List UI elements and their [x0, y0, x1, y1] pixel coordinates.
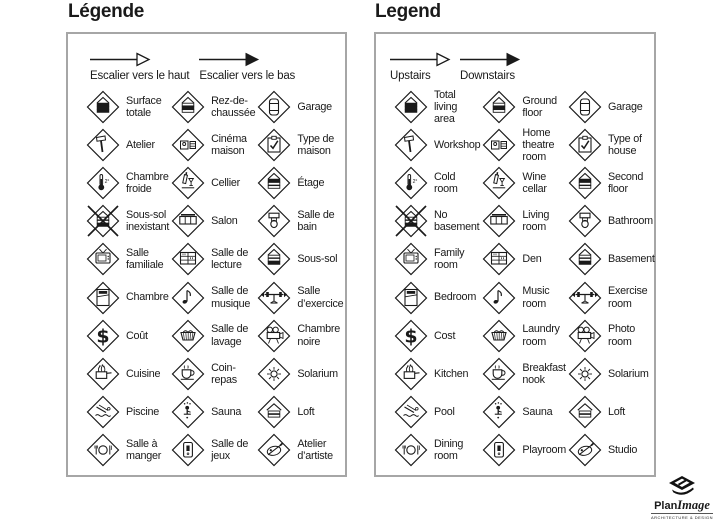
legend-item-label: Studio: [608, 443, 638, 456]
legend-item-label: Salle de musique: [211, 285, 251, 310]
legend-item-label: Coût: [126, 329, 148, 342]
legend-item-loft: [255, 393, 343, 431]
solarium-icon: [257, 357, 291, 391]
basement-icon: [257, 242, 291, 276]
legend-item-dining-room: [392, 431, 480, 469]
legend-item-label: Total living area: [434, 88, 458, 126]
legend-item-basement: [255, 240, 343, 278]
legend-item-bedroom: [84, 278, 169, 316]
legend-item-label: Salle de lecture: [211, 247, 249, 272]
legend-item-laundry-room: [169, 317, 255, 355]
cold-room-icon: [86, 166, 120, 200]
svg-text:2°: 2°: [412, 179, 418, 186]
legend-item-label: Salle de jeux: [211, 437, 249, 462]
legend-item-label: Garage: [608, 100, 643, 113]
legend-item-breakfast-nook: [480, 355, 566, 393]
legend-grid-english: [392, 88, 655, 469]
legend-item-cost: [392, 317, 480, 355]
legend-item-label: Sous-sol inexistant: [126, 209, 170, 234]
legend-item-total-living-area: [84, 88, 169, 126]
den-icon: [482, 242, 516, 276]
breakfast-nook-icon: [482, 357, 516, 391]
legend-item-ground-floor: [169, 88, 255, 126]
legend-item-wine-cellar: [169, 164, 255, 202]
no-basement-icon: [86, 204, 120, 238]
workshop-icon: [86, 128, 120, 162]
legend-item-den: [169, 240, 255, 278]
legend-item-total-living-area: [392, 88, 480, 126]
legend-item-label: Sauna: [522, 405, 553, 418]
legend-item-music-room: [169, 278, 255, 316]
legend-item-pool: [392, 393, 480, 431]
legend-item-label: Laundry room: [522, 323, 560, 348]
legend-item-label: Chambre: [126, 291, 169, 304]
legend-item-label: Cost: [434, 329, 456, 342]
home-theatre-icon: [171, 128, 205, 162]
legend-item-studio: [255, 431, 343, 469]
legend-item-label: Salon: [211, 215, 238, 228]
legend-item-label: Dining room: [434, 437, 464, 462]
legend-item-label: Surface totale: [126, 94, 162, 120]
cost-icon: [86, 319, 120, 353]
legend-item-photo-room: [566, 317, 655, 355]
bedroom-icon: [394, 281, 428, 315]
legend-item-label: Cuisine: [126, 367, 161, 380]
ground-floor-icon: [482, 90, 516, 124]
legend-item-exercise-room: [255, 278, 343, 316]
legend-item-family-room: [84, 240, 169, 278]
garage-icon: [568, 90, 602, 124]
up-arrow-icon: [390, 52, 450, 67]
bathroom-icon: [568, 204, 602, 238]
legend-item-label: Salle à manger: [126, 437, 162, 462]
legend-item-ground-floor: [480, 88, 566, 126]
legend-item-home-theatre: [480, 126, 566, 164]
music-room-icon: [171, 281, 205, 315]
wine-cellar-icon: [482, 166, 516, 200]
legend-panel-french: [66, 32, 347, 477]
legend-item-bedroom: [392, 278, 480, 316]
kitchen-icon: [394, 357, 428, 391]
legend-item-label: Atelier: [126, 139, 155, 152]
legend-item-label: Sous-sol: [297, 253, 338, 266]
legend-item-label: Workshop: [434, 139, 481, 152]
legend-item-workshop: [392, 126, 480, 164]
legend-item-second-floor: [255, 164, 343, 202]
legend-item-basement: [566, 240, 655, 278]
legend-item-kitchen: [392, 355, 480, 393]
up-arrow-icon: [90, 52, 150, 67]
legend-item-bathroom: [255, 202, 343, 240]
legend-item-wine-cellar: [480, 164, 566, 202]
legend-item-music-room: [480, 278, 566, 316]
legend-item-laundry-room: [480, 317, 566, 355]
legend-item-no-basement: [84, 202, 169, 240]
legend-item-cost: [84, 317, 169, 355]
legend-item-label: Kitchen: [434, 367, 469, 380]
legend-item-bathroom: [566, 202, 655, 240]
exercise-room-icon: [568, 281, 602, 315]
logo-text-image: Image: [677, 498, 710, 512]
family-room-icon: [86, 242, 120, 276]
down-arrow-icon: [460, 52, 520, 67]
ground-floor-icon: [171, 90, 205, 124]
laundry-room-icon: [171, 319, 205, 353]
legend-item-label: Home theatre room: [522, 126, 555, 164]
basement-icon: [568, 242, 602, 276]
legend-item-family-room: [392, 240, 480, 278]
legend-item-label: Solarium: [297, 367, 338, 380]
legend-item-solarium: [566, 355, 655, 393]
arrow-label: Upstairs: [390, 70, 431, 82]
legend-item-label: Solarium: [608, 367, 649, 380]
photo-room-icon: [568, 319, 602, 353]
total-living-area-icon: [86, 90, 120, 124]
legend-item-label: Bedroom: [434, 291, 477, 304]
legend-item-sauna: [169, 393, 255, 431]
planimage-logo-tagline: ARCHITECTURE & DESIGN: [651, 515, 714, 520]
legend-item-label: Music room: [522, 285, 550, 310]
loft-icon: [568, 395, 602, 429]
legend-panel-english: [374, 32, 656, 477]
studio-icon: [568, 433, 602, 467]
legend-item-pool: [84, 393, 169, 431]
breakfast-nook-icon: [171, 357, 205, 391]
loft-icon: [257, 395, 291, 429]
legend-item-label: Chambre froide: [126, 171, 169, 196]
legend-item-label: Chambre noire: [297, 323, 340, 348]
legend-item-label: Ground floor: [522, 94, 557, 120]
stairs-arrows-french: [90, 52, 295, 82]
legend-item-label: Rez-de-chaussée: [211, 94, 256, 120]
legend-item-label: Living room: [522, 209, 550, 234]
legend-item-living-room: [480, 202, 566, 240]
planimage-logo-icon: [667, 476, 697, 499]
legend-item-type-of-house: [255, 126, 343, 164]
legend-item-label: Second floor: [608, 171, 644, 196]
legend-item-label: Loft: [297, 405, 315, 418]
studio-icon: [257, 433, 291, 467]
planimage-logo-text: [651, 499, 713, 512]
wine-cellar-icon: [171, 166, 205, 200]
legend-item-loft: [566, 393, 655, 431]
legend-item-label: Étage: [297, 177, 325, 190]
legend-item-label: Coin-repas: [211, 361, 237, 386]
legend-item-label: Pool: [434, 405, 455, 418]
workshop-icon: [394, 128, 428, 162]
legend-item-kitchen: [84, 355, 169, 393]
cost-icon: [394, 319, 428, 353]
bedroom-icon: [86, 281, 120, 315]
type-of-house-icon: [257, 128, 291, 162]
legend-item-label: Bathroom: [608, 215, 653, 228]
legend-item-label: Salle de lavage: [211, 323, 249, 348]
legend-item-workshop: [84, 126, 169, 164]
legend-item-label: Garage: [297, 100, 332, 113]
down-arrow-icon: [199, 52, 259, 67]
svg-text:$: $: [96, 325, 110, 348]
legend-item-cold-room: [392, 164, 480, 202]
legend-grid-french: [84, 88, 344, 469]
living-room-icon: [482, 204, 516, 238]
legend-item-label: Atelier d’artiste: [297, 437, 333, 462]
den-icon: [171, 242, 205, 276]
no-basement-icon: [394, 204, 428, 238]
legend-item-label: Playroom: [522, 443, 567, 456]
legend-item-label: No basement: [434, 209, 480, 234]
second-floor-icon: [257, 166, 291, 200]
sauna-icon: [171, 395, 205, 429]
playroom-icon: [171, 433, 205, 467]
pool-icon: [394, 395, 428, 429]
legend-item-label: Basement: [608, 253, 655, 266]
svg-text:2°: 2°: [104, 179, 110, 186]
panel-title-english: Legend: [375, 1, 441, 22]
legend-item-label: Breakfast nook: [522, 361, 566, 386]
home-theatre-icon: [482, 128, 516, 162]
legend-item-breakfast-nook: [169, 355, 255, 393]
legend-item-exercise-room: [566, 278, 655, 316]
legend-item-label: Salle familiale: [126, 247, 164, 272]
legend-item-garage: [255, 88, 343, 126]
legend-item-label: Photo room: [608, 323, 635, 348]
legend-item-label: Exercise room: [608, 285, 648, 310]
arrow-label: Escalier vers le haut: [90, 70, 190, 82]
legend-item-label: Loft: [608, 405, 626, 418]
legend-item-label: Wine cellar: [522, 171, 547, 196]
legend-item-no-basement: [392, 202, 480, 240]
legend-item-label: Cellier: [211, 177, 240, 190]
legend-item-sauna: [480, 393, 566, 431]
dining-room-icon: [86, 433, 120, 467]
music-room-icon: [482, 281, 516, 315]
pool-icon: [86, 395, 120, 429]
legend-item-label: Salle de bain: [297, 209, 335, 234]
stairs-down-arrow: [199, 52, 295, 82]
logo-text-plan: Plan: [654, 500, 678, 512]
arrow-label: Downstairs: [460, 70, 515, 82]
legend-item-label: Salle d’exercice: [297, 285, 344, 310]
legend-item-label: Type of house: [608, 132, 642, 158]
legend-item-second-floor: [566, 164, 655, 202]
photo-room-icon: [257, 319, 291, 353]
legend-item-label: Piscine: [126, 405, 160, 418]
playroom-icon: [482, 433, 516, 467]
stairs-down-arrow: [460, 52, 520, 82]
exercise-room-icon: [257, 281, 291, 315]
legend-item-garage: [566, 88, 655, 126]
laundry-room-icon: [482, 319, 516, 353]
legend-item-home-theatre: [169, 126, 255, 164]
living-room-icon: [171, 204, 205, 238]
svg-text:$: $: [404, 325, 418, 348]
type-of-house-icon: [568, 128, 602, 162]
legend-item-den: [480, 240, 566, 278]
stairs-arrows-english: [390, 52, 520, 82]
sauna-icon: [482, 395, 516, 429]
legend-item-label: Cinéma maison: [211, 132, 247, 158]
legend-item-label: Family room: [434, 247, 465, 272]
family-room-icon: [394, 242, 428, 276]
legend-item-photo-room: [255, 317, 343, 355]
legend-item-label: Type de maison: [297, 132, 334, 158]
legend-item-studio: [566, 431, 655, 469]
panel-title-french: Légende: [68, 1, 145, 22]
arrow-label: Escalier vers le bas: [199, 70, 296, 82]
garage-icon: [257, 90, 291, 124]
solarium-icon: [568, 357, 602, 391]
dining-room-icon: [394, 433, 428, 467]
legend-item-playroom: [480, 431, 566, 469]
legend-item-living-room: [169, 202, 255, 240]
stairs-up-arrow: [390, 52, 450, 82]
second-floor-icon: [568, 166, 602, 200]
legend-item-label: Sauna: [211, 405, 242, 418]
planimage-logo: [651, 476, 713, 520]
legend-item-cold-room: [84, 164, 169, 202]
kitchen-icon: [86, 357, 120, 391]
legend-item-label: Den: [522, 253, 542, 266]
total-living-area-icon: [394, 90, 428, 124]
legend-item-label: Cold room: [434, 171, 458, 196]
bathroom-icon: [257, 204, 291, 238]
stairs-up-arrow: [90, 52, 189, 82]
legend-item-type-of-house: [566, 126, 655, 164]
cold-room-icon: [394, 166, 428, 200]
legend-item-playroom: [169, 431, 255, 469]
legend-item-solarium: [255, 355, 343, 393]
legend-item-dining-room: [84, 431, 169, 469]
